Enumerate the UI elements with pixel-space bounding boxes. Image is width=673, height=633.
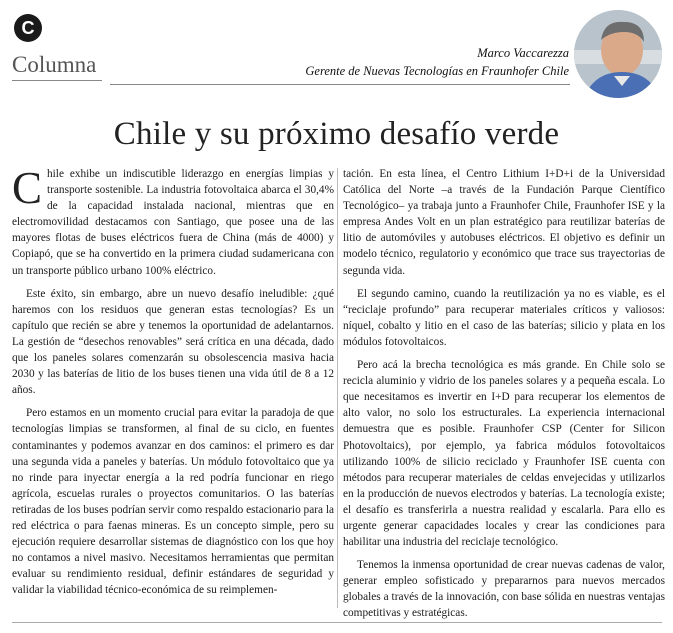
author-photo [574,10,662,98]
article-title: Chile y su próximo desafío verde [113,116,560,152]
paragraph: Pero estamos en un momento crucial para evitar la paradoja de que tecnologías limpias se transformen, al final de su ciclo, en fuentes contaminantes y podemos avanzar en dos caminos: el primero es dar una segunda vida a paneles y baterías. Un módulo fotovoltaico que ya no rinde para inyectar energía a la red podría funcionar en riego agrícola, escuelas rurales o proyectos comunitarios. O las baterías retiradas de los buses podrían servir como respaldo estacionario para la red eléctrica o para faenas mineras. Es un concepto simple, pero su ejecución requiere desarrollar sistemas de diagnóstico con los que hoy no contamos a nivel masivo. Necesitamos herramientas que permitan evaluar su rendimiento residual, definir estándares de seguridad y validar la viabilidad técnico-económica de su reimplemen- [12,407,334,597]
paragraph: El segundo camino, cuando la reutilización ya no es viable, es el “reciclaje profundo” para recuperar materiales críticos y valiosos: níquel, cobalto y litio en el caso de las baterías; silicio y plata en los módulos fotovoltaicos. [343,287,665,348]
column-divider [337,168,338,608]
author-role: Gerente de Nuevas Tecnologías en Fraunhofer Chile [305,64,569,78]
header-rule [110,84,570,85]
drop-cap: C [12,163,43,213]
paragraph: Chile exhibe un indiscutible liderazgo en energías limpias y transporte sostenible. La industria fotovoltaica abarca el 30,4% de la capacidad instalada nacional, mientras que en electromovilidad destacamos con Santiago, que posee una de las mayores flotas de buses eléctricos fuera de China (más de 4000) y Copiapó, que se ha convertido en la primera ciudad sudamericana con un transporte público urbano 100% eléctrico. [12,163,334,277]
section-label: Columna [12,52,97,77]
article-column-1 [12,163,334,605]
column-badge: C [14,14,42,42]
bottom-rule [12,622,662,623]
section-rule [12,80,102,81]
article-column-2 [343,166,665,629]
author-name: Marco Vaccarezza [477,46,569,60]
paragraph: tación. En esta línea, el Centro Lithium I+D+i de la Universidad Católica del Norte –a través de la Fundación Parque Científico Tecnológico– ya trabaja junto a Fraunhofer Chile, Fraunhofer ISE y la empresa Andes Volt en un plan estratégico para reutilizar baterías de litio de automóviles y autobuses eléctricos. El objetivo es definir un modelo técnico, regulatorio y económico que trace sus trayectorias de segunda vida. [343,168,665,277]
author-byline [305,44,569,80]
paragraph: Tenemos la inmensa oportunidad de crear nuevas cadenas de valor, generar empleo sofisticado y prepararnos para nuevos mercados globales a través de la innovación, con base sólida en nuestras ventajas competitivas y estratégicas. [343,559,665,620]
paragraph: Este éxito, sin embargo, abre un nuevo desafío ineludible: ¿qué haremos con los residuos que generan estas tecnologías? Es un capítulo que recién se abre y tenemos la oportunidad de adelantarnos. La gestión de “desechos renovables” será crítica en una década, dado que los paneles solares comenzarán su obsolescencia masiva hacia 2030 y las baterías de litio de los buses tienen una vida útil de 8 a 12 años. [12,287,334,397]
paragraph: Pero acá la brecha tecnológica es más grande. En Chile solo se recicla aluminio y vidrio de los paneles solares y a pequeña escala. Lo que necesitamos es invertir en I+D para recuperar los elementos de alto valor, no solo los estructurales. La experiencia internacional demuestra que es posible. Fraunhofer CSP (Center for Silicon Photovoltaics), por ejemplo, ya fabrica módulos fotovoltaicos utilizando 100% de silicio reciclado y Fraunhofer ISE cuenta con métodos para recuperar materiales de celdas envejecidas y utilizarlos en la producción de nuevos electrodos y baterías. La tecnología existe; el desafío es transferirla a nuestra realidad y escalarla. Para ello es urgente generar capacidades locales y crear las condiciones para habilitar una industria del reciclaje tecnológico. [343,359,665,549]
